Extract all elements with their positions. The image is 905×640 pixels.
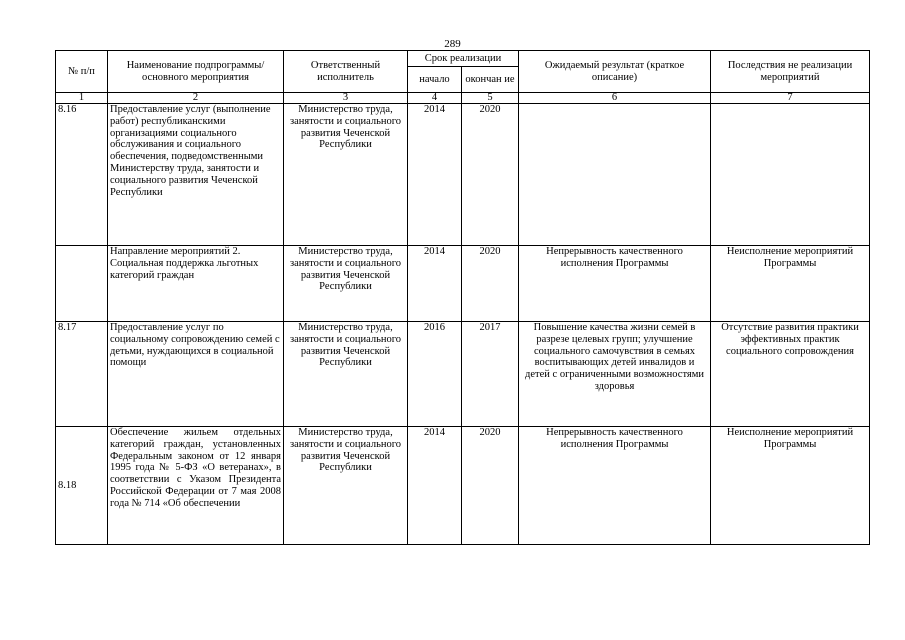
column-number: 3 [284, 93, 408, 104]
expected-result: Повышение качества жизни семей в разрезе целевых групп; улучшение социального самочувствия в семьях воспитывающих детей инвалидов и детей с ограниченными возможностями здоровья [519, 322, 711, 427]
row-number: 8.18 [56, 427, 108, 545]
measure-name: Направление мероприятий 2. Социальная поддержка льготных категорий граждан [108, 246, 284, 322]
table-row [56, 246, 870, 322]
start-year: 2016 [408, 322, 462, 427]
header-name: Наименование подпрограммы/ основного мероприятия [108, 51, 284, 93]
row-number: 8.17 [56, 322, 108, 427]
header-consequence: Последствия не реализации мероприятий [711, 51, 870, 93]
end-year: 2020 [462, 427, 519, 545]
header-start: начало [408, 67, 462, 93]
expected-result: Непрерывность качественного исполнения Программы [519, 246, 711, 322]
column-number: 2 [108, 93, 284, 104]
header-result: Ожидаемый результат (краткое описание) [519, 51, 711, 93]
consequence: Отсутствие развития практики эффективных практик социального сопровождения [711, 322, 870, 427]
end-year: 2020 [462, 246, 519, 322]
table-row [56, 104, 870, 246]
responsible-executor: Министерство труда, занятости и социального развития Чеченской Республики [284, 246, 408, 322]
start-year: 2014 [408, 246, 462, 322]
measure-name: Предоставление услуг (выполнение работ) республиканскими организациями социального обслуживания и социального обеспечения, подведомственными Министерству труда, занятости и социального развития Чеченской Республики [108, 104, 284, 246]
consequence: Неисполнение мероприятий Программы [711, 246, 870, 322]
row-number: 8.16 [56, 104, 108, 246]
header-row-1 [56, 51, 870, 67]
expected-result: Непрерывность качественного исполнения Программы [519, 427, 711, 545]
column-number: 5 [462, 93, 519, 104]
responsible-executor: Министерство труда, занятости и социального развития Чеченской Республики [284, 104, 408, 246]
consequence [711, 104, 870, 246]
column-number: 7 [711, 93, 870, 104]
end-year: 2020 [462, 104, 519, 246]
header-end: окончан ие [462, 67, 519, 93]
table-row [56, 322, 870, 427]
responsible-executor: Министерство труда, занятости и социального развития Чеченской Республики [284, 427, 408, 545]
header-period: Срок реализации [408, 51, 519, 67]
column-number: 1 [56, 93, 108, 104]
column-number-row [56, 93, 870, 104]
expected-result [519, 104, 711, 246]
end-year: 2017 [462, 322, 519, 427]
start-year: 2014 [408, 427, 462, 545]
row-number [56, 246, 108, 322]
column-number: 6 [519, 93, 711, 104]
page-number: 289 [444, 38, 461, 50]
measure-name: Обеспечение жильем отдельных категорий граждан, установленных Федеральным законом от 12 января 1995 года № 5-ФЗ «О ветеранах», в соответствии с Указом Президента Российской Федерации от 7 мая 2008 года № 714 «Об обеспечении [108, 427, 284, 545]
table-row [56, 427, 870, 545]
start-year: 2014 [408, 104, 462, 246]
program-table [55, 50, 870, 545]
consequence: Неисполнение мероприятий Программы [711, 427, 870, 545]
header-num: № п/п [56, 51, 108, 93]
column-number: 4 [408, 93, 462, 104]
responsible-executor: Министерство труда, занятости и социального развития Чеченской Республики [284, 322, 408, 427]
measure-name: Предоставление услуг по социальному сопровождению семей с детьми, нуждающихся в социальной помощи [108, 322, 284, 427]
header-responsible: Ответственный исполнитель [284, 51, 408, 93]
